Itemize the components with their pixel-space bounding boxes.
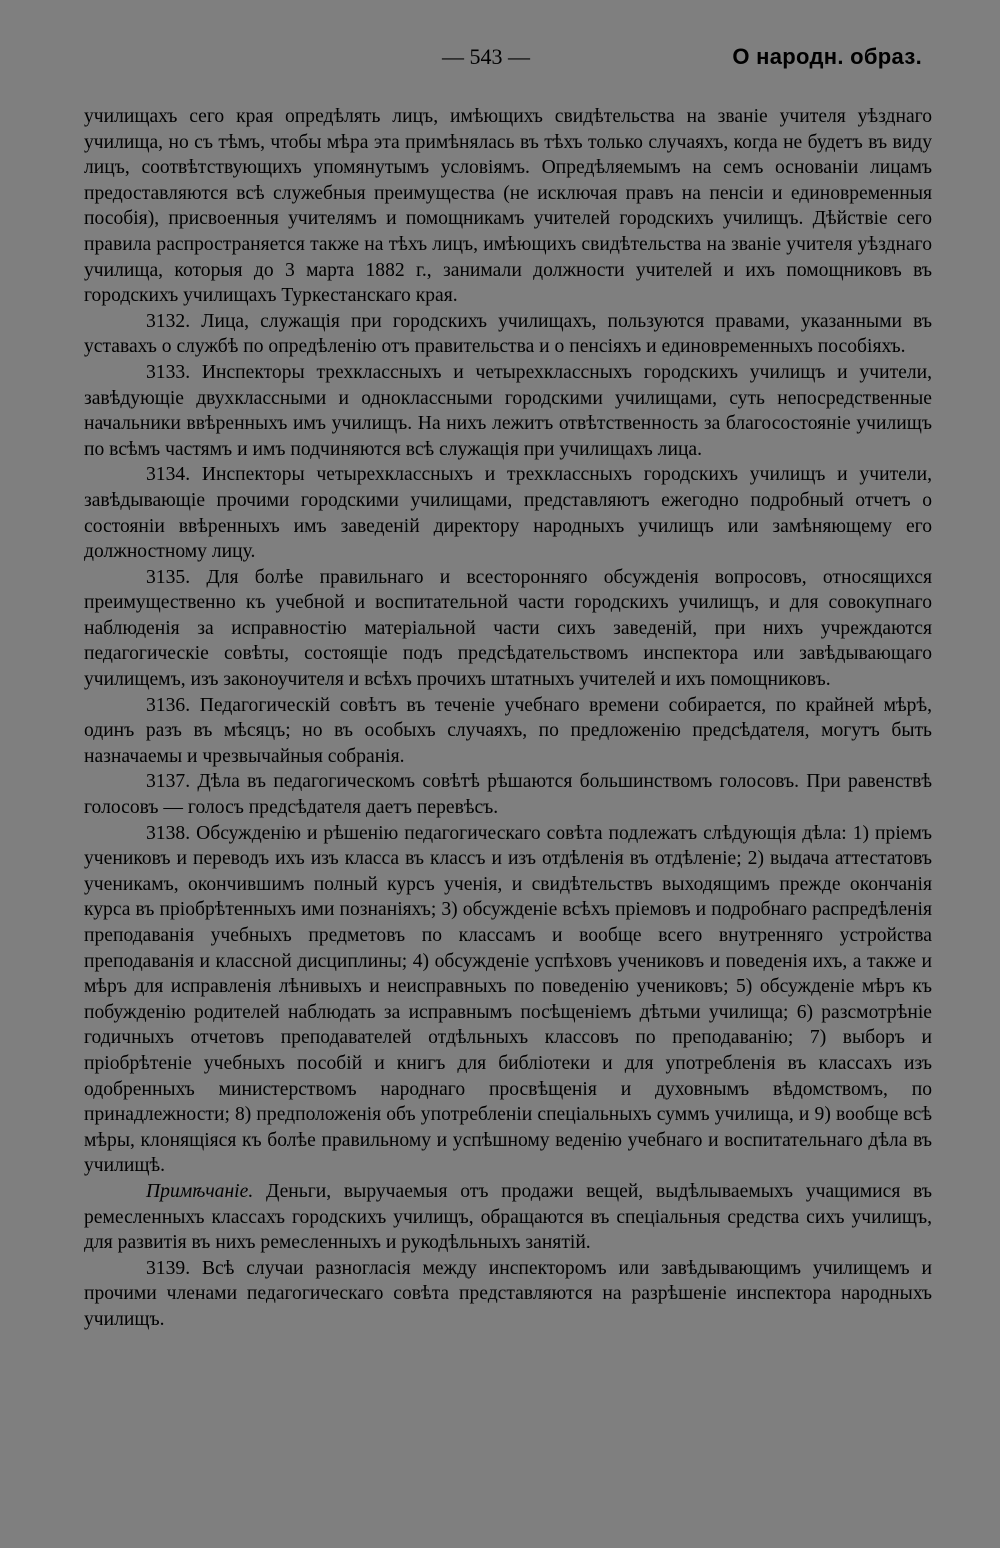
note-text: Деньги, выручаемыя отъ продажи вещей, выдѣлываемыхъ учащимися въ ремесленныхъ классахъ городскихъ училищъ, обращаются въ спеціальныя средства сихъ училищъ, для развитія въ нихъ ремесленныхъ и рукодѣльныхъ занятій. xyxy=(84,1180,932,1254)
paragraph-3136: 3136. Педагогическій совѣтъ въ теченіе учебнаго времени собирается, по крайней мѣрѣ, одинъ разъ въ мѣсяцъ; но въ особыхъ случаяхъ, по предложенію предсѣдателя, могутъ быть назначаемы и чрезвычайныя собранія. xyxy=(84,694,932,767)
page-number: — 543 — xyxy=(442,44,530,69)
paragraph-3137: 3137. Дѣла въ педагогическомъ совѣтѣ рѣшаются большинствомъ голосовъ. При равенствѣ голосовъ — голосъ предсѣдателя даетъ перевѣсъ. xyxy=(84,771,932,819)
paragraph-continued: училищахъ сего края опредѣлять лицъ, имѣющихъ свидѣтельства на званіе учителя уѣзднаго училища, но съ тѣмъ, чтобы мѣра эта примѣнялась въ тѣхъ только случаяхъ, когда не будетъ въ виду лицъ, соотвѣтствующихъ упомянутымъ условіямъ. Опредѣляемымъ на семъ основаніи лицамъ предоставляются всѣ служебныя преимущества (не исключая правъ на пенсіи и единовременныя пособія), присвоенныя учителямъ и помощникамъ учителей городскихъ училищъ. Дѣйствіе сего правила распространяется также на тѣхъ лицъ, имѣющихъ свидѣтельства на званіе учителя уѣзднаго училища, которыя до 3 марта 1882 г., занимали должности учителей и ихъ помощниковъ въ городскихъ училищахъ Туркестанскаго края. xyxy=(84,106,932,307)
paragraph-3135: 3135. Для болѣе правильнаго и всесторонняго обсужденія вопросовъ, относящихся преимущественно къ учебной и воспитательной части городскихъ училищъ, и для совокупнаго наблюденія за исправностію матеріальной части сихъ заведеній, при нихъ учреждаются педагогическіе совѣты, состоящіе подъ предсѣдательствомъ инспектора или завѣдывающаго училищемъ, изъ законоучителя и всѣхъ прочихъ штатныхъ учителей и ихъ помощниковъ. xyxy=(84,566,932,691)
paragraph-3134: 3134. Инспекторы четырехклассныхъ и трехклассныхъ городскихъ училищъ и учители, завѣдывающіе прочими городскими училищами, представляютъ ежегодно подробный отчетъ о состояніи ввѣренныхъ имъ заведеній директору народныхъ училищъ или замѣняющему его должностному лицу. xyxy=(84,464,932,563)
running-head xyxy=(0,44,1000,76)
paragraph-note xyxy=(84,1179,932,1256)
paragraph-3132: 3132. Лица, служащія при городскихъ училищахъ, пользуются правами, указанными въ уставахъ о службѣ по опредѣленію отъ правительства и о пенсіяхъ и единовременныхъ пособіяхъ. xyxy=(84,310,932,358)
note-label: Примѣчаніе. xyxy=(146,1180,254,1202)
paragraph-3138: 3138. Обсужденію и рѣшенію педагогическаго совѣта подлежатъ слѣдующія дѣла: 1) пріемъ учениковъ и переводъ ихъ изъ класса въ классъ и изъ отдѣленія въ отдѣленіе; 2) выдача аттестатовъ ученикамъ, окончившимъ полный курсъ ученія, и свидѣтельствъ выходящимъ прежде окончанія курса въ пріобрѣтенныхъ ими познаніяхъ; 3) обсужденіе всѣхъ пріемовъ и подробнаго распредѣленія преподаванія учебныхъ предметовъ по классамъ и вообще всего внутренняго устройства преподаванія и классной дисциплины; 4) обсужденіе успѣховъ учениковъ и поведенія ихъ, а также и мѣръ для исправленія лѣнивыхъ и неисправныхъ по поведенію учениковъ; 5) обсужденіе мѣръ къ побужденію родителей наблюдать за исправнымъ посѣщеніемъ дѣтьми училища; 6) разсмотрѣніе годичныхъ отчетовъ преподавателей отдѣльныхъ классовъ по преподаванію; 7) выборъ и пріобрѣтеніе учебныхъ пособій и книгъ для библіотеки и для употребленія въ классахъ изъ одобренныхъ министерствомъ народнаго просвѣщенія и духовнымъ вѣдомствомъ, по принадлежности; 8) предположенія объ употребленіи спеціальныхъ суммъ училища, и 9) вообще всѣ мѣры, клонящіяся къ болѣе правильному и успѣшному веденію учебнаго и воспитательнаго дѣла въ училищѣ. xyxy=(84,822,932,1177)
paragraph-3139: 3139. Всѣ случаи разногласія между инспекторомъ или завѣдывающимъ училищемъ и прочими членами педагогическаго совѣта представляются на разрѣшеніе инспектора народныхъ училищъ. xyxy=(84,1257,932,1330)
body-text xyxy=(84,104,932,1333)
paragraph-3133: 3133. Инспекторы трехклассныхъ и четырехклассныхъ городскихъ училищъ и учители, завѣдующіе двухклассными и одноклассными городскими училищами, суть непосредственные начальники ввѣренныхъ имъ училищъ. На нихъ лежитъ отвѣтственность за благосостояніе училищъ по всѣмъ частямъ и имъ подчиняются всѣ служащія при училищахъ лица. xyxy=(84,361,932,460)
section-title: О народн. образ. xyxy=(732,44,922,69)
